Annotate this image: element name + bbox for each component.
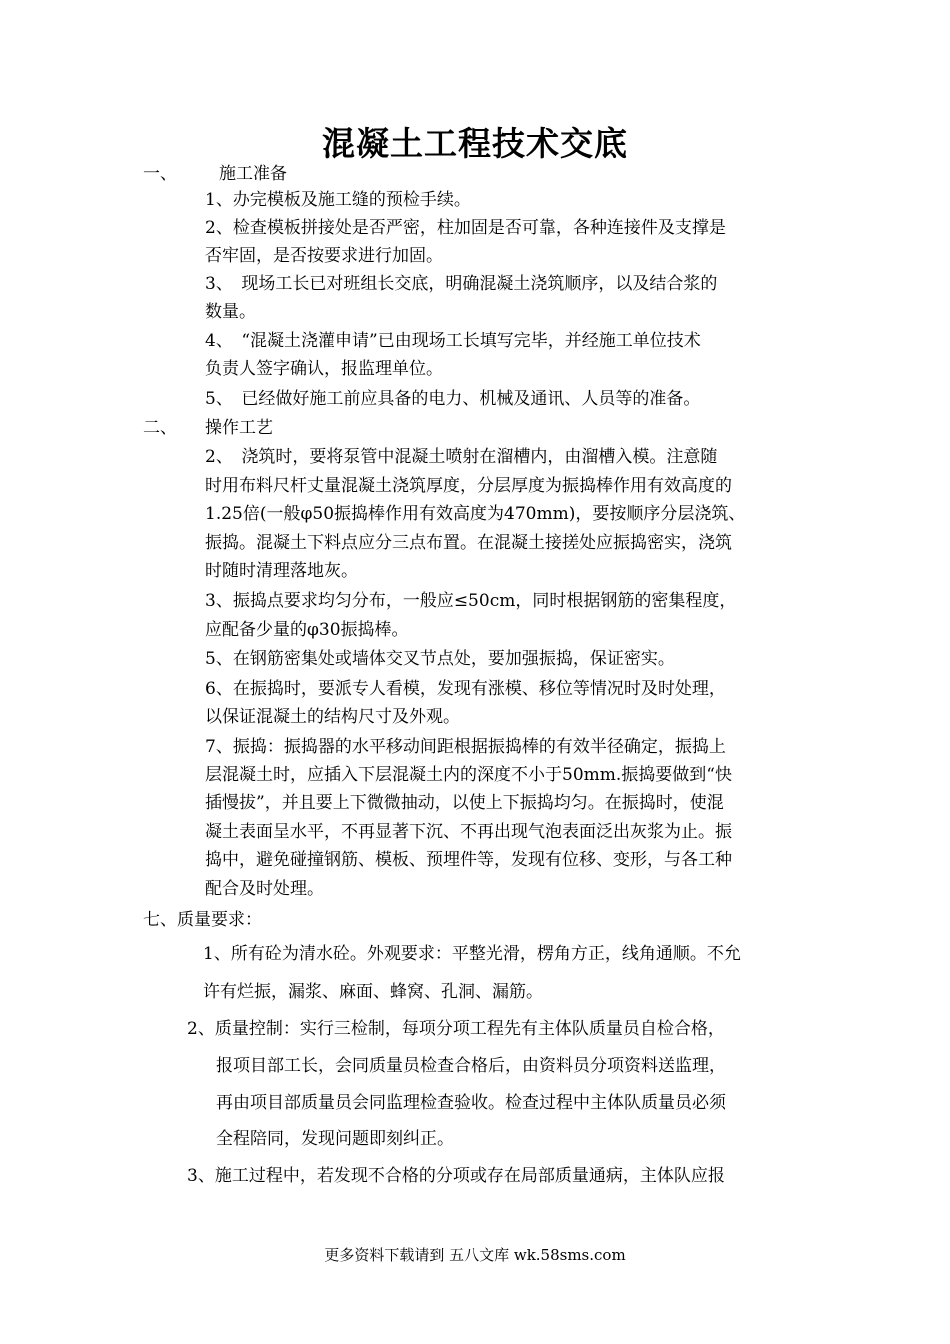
s2-item1-line1: 2、 浇筑时，要将泵管中混凝土喷射在溜槽内，由溜槽入模。注意随 [205,447,718,467]
s2-item5-line1: 7、振捣：振捣器的水平移动间距根据振捣棒的有效半径确定，振捣上 [205,737,726,757]
section-7-heading: 七、质量要求： [143,910,262,930]
s2-item1-line5: 时随时清理落地灰。 [205,561,358,581]
s7-item3-line1: 3、施工过程中，若发现不合格的分项或存在局部质量通病，主体队应报 [187,1166,725,1186]
document-title: 混凝土工程技术交底 [322,124,628,163]
page-footer: 更多资料下载请到 五八文库 wk.58sms.com [324,1246,626,1264]
s1-item3-line2: 数量。 [205,302,256,322]
s7-item1-line1: 1、所有砼为清水砼。外观要求：平整光滑，楞角方正，线角通顺。不允 [203,944,741,964]
s2-item4-line1: 6、在振捣时，要派专人看模，发现有涨模、移位等情况时及时处理， [205,679,726,699]
section-1-heading: 施工准备 [219,164,287,184]
s2-item1-line2: 时用布料尺杆丈量混凝土浇筑厚度，分层厚度为振捣棒作用有效高度的 [205,476,732,496]
s2-item5-line3: 插慢拔”，并且要上下微微抽动，以使上下振捣均匀。在振捣时，使混 [205,793,724,813]
s7-item1-line2: 许有烂振，漏浆、麻面、蜂窝、孔洞、漏筋。 [203,982,543,1002]
s2-item2-line1: 3、振捣点要求均匀分布，一般应≤50cm，同时根据钢筋的密集程度， [205,591,737,611]
s2-item5-line4: 凝土表面呈水平，不再显著下沉、不再出现气泡表面泛出灰浆为止。振 [205,822,732,842]
s1-item2-line1: 2、检查模板拼接处是否严密，柱加固是否可靠，各种连接件及支撑是 [205,218,726,238]
section-2-number: 二、 [143,418,177,438]
s2-item3-line1: 5、在钢筋密集处或墙体交叉节点处，要加强振捣，保证密实。 [205,649,675,669]
s7-item2-line1: 2、质量控制：实行三检制，每项分项工程先有主体队质量员自检合格， [187,1019,725,1039]
s1-item3-line1: 3、 现场工长已对班组长交底，明确混凝土浇筑顺序，以及结合浆的 [205,274,718,294]
s1-item1-line1: 1、办完模板及施工缝的预检手续。 [205,190,471,210]
s7-item2-line4: 全程陪同，发现问题即刻纠正。 [216,1129,454,1149]
s2-item1-line4: 振捣。混凝土下料点应分三点布置。在混凝土接搓处应振捣密实，浇筑 [205,533,732,553]
s2-item5-line2: 层混凝土时，应插入下层混凝土内的深度不小于50mm.振捣要做到“快 [205,765,732,785]
s7-item2-line2: 报项目部工长，会同质量员检查合格后，由资料员分项资料送监理， [216,1056,726,1076]
s1-item2-line2: 否牢固，是否按要求进行加固。 [205,246,443,266]
section-1-number: 一、 [143,164,177,184]
s7-item2-line3: 再由项目部质量员会同监理检查验收。检查过程中主体队质量员必须 [216,1093,726,1113]
s2-item4-line2: 以保证混凝土的结构尺寸及外观。 [205,707,460,727]
s1-item4-line1: 4、 “混凝土浇灌申请”已由现场工长填写完毕，并经施工单位技术 [205,331,701,351]
s1-item4-line2: 负责人签字确认，报监理单位。 [205,359,443,379]
s2-item5-line6: 配合及时处理。 [205,879,324,899]
s2-item1-line3: 1.25倍(一般φ50振捣棒作用有效高度为470mm)，要按顺序分层浇筑、 [205,504,746,524]
s1-item5-line1: 5、 已经做好施工前应具备的电力、机械及通讯、人员等的准备。 [205,389,701,409]
s2-item2-line2: 应配备少量的φ30振捣棒。 [205,620,409,640]
section-2-heading: 操作工艺 [205,418,273,438]
s2-item5-line5: 捣中，避免碰撞钢筋、模板、预埋件等，发现有位移、变形，与各工种 [205,850,732,870]
